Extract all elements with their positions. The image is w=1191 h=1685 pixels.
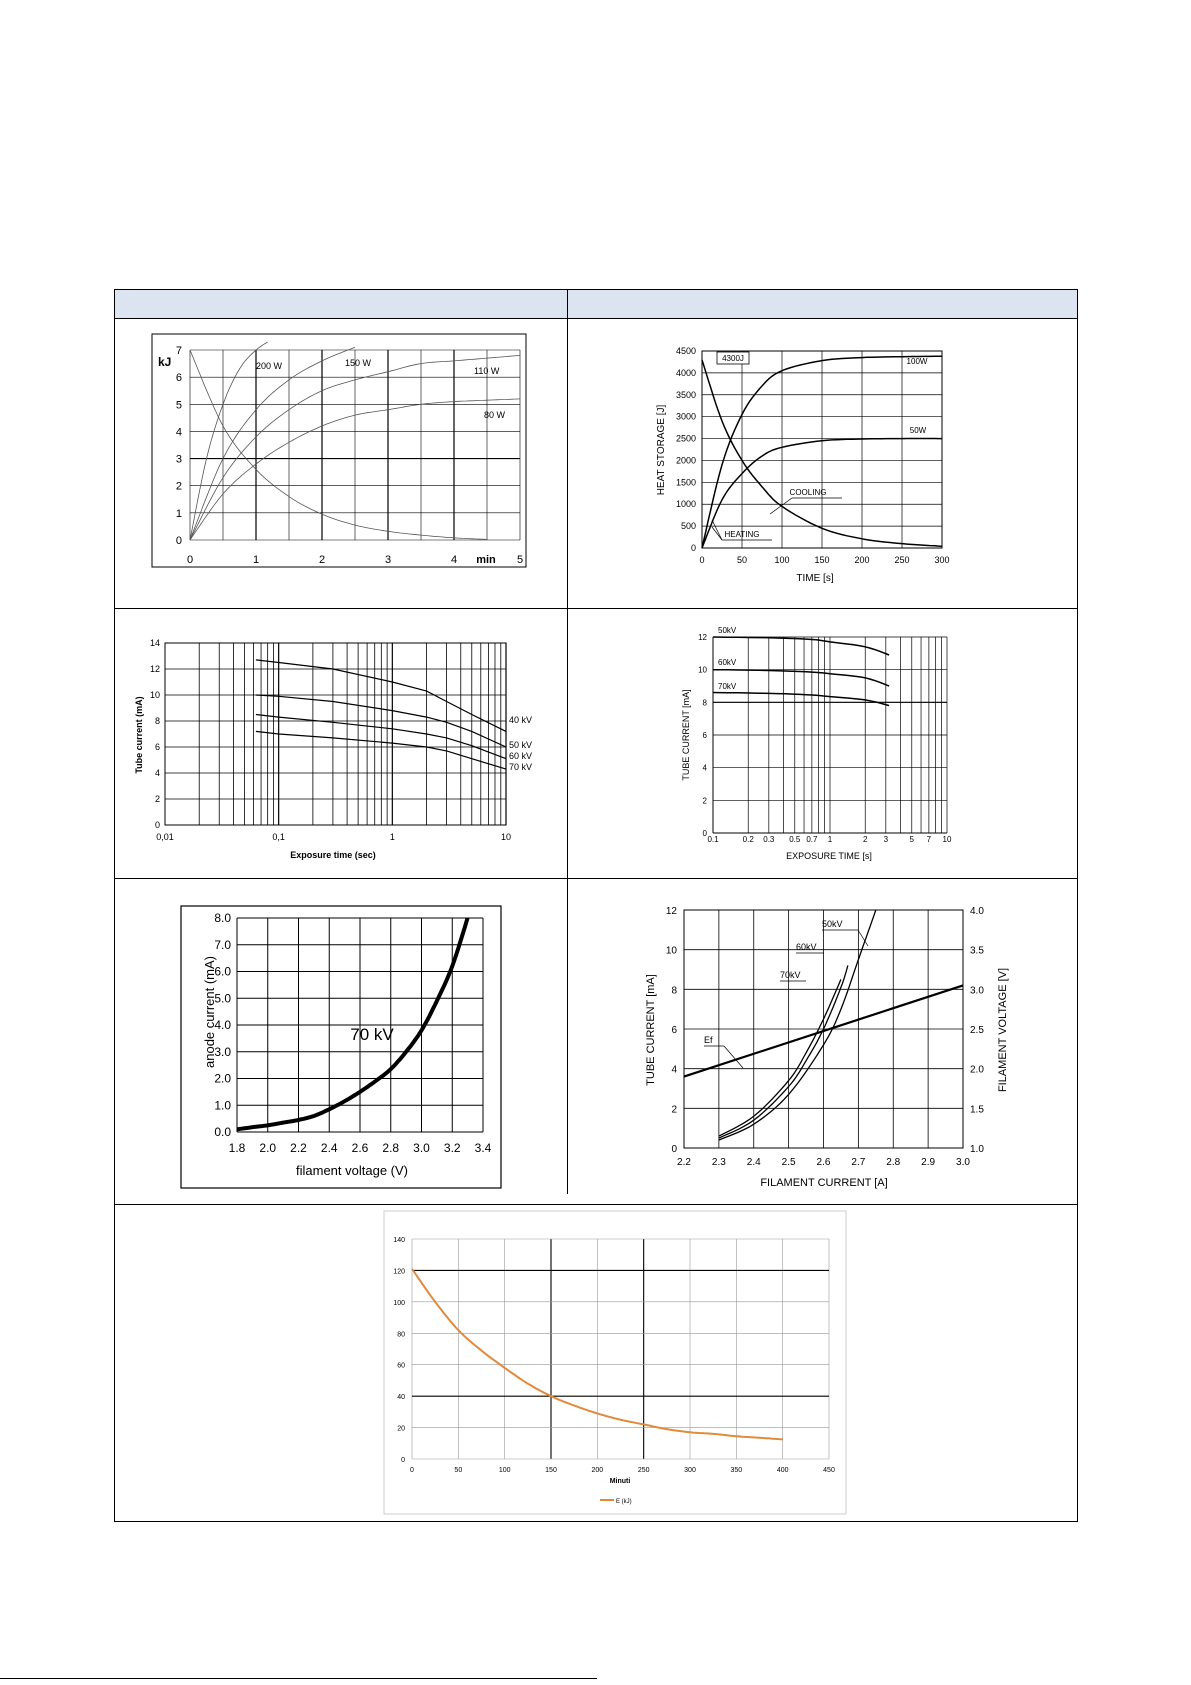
chart2-annotation: COOLING xyxy=(789,488,827,497)
chart1-annotation: 80 W xyxy=(484,410,506,420)
chart6-annotation: 50kV xyxy=(822,919,843,929)
chart6-x-tick: 3.0 xyxy=(956,1157,970,1168)
chart4-y-tick: 6 xyxy=(702,731,707,740)
chart2-x-tick: 250 xyxy=(894,555,910,565)
chart5-y-tick: 6.0 xyxy=(214,964,231,979)
chart3-annotation: 50 kV xyxy=(509,740,533,750)
chart6-x-tick: 2.3 xyxy=(711,1157,726,1168)
chart1-y-tick: 3 xyxy=(175,453,182,466)
chart2-x-tick: 100 xyxy=(774,555,790,565)
chart6-annotation-leader xyxy=(724,1046,743,1068)
chart1-annotation: 200 W xyxy=(256,361,283,371)
chart2-x-tick: 150 xyxy=(814,555,830,565)
chart2-y-tick: 3500 xyxy=(675,389,696,400)
chart4-annotation: 60kV xyxy=(718,658,737,667)
chart6-y2-tick: 1.5 xyxy=(970,1104,984,1116)
chart7-x-tick: 150 xyxy=(545,1467,557,1474)
chart4-y-tick: 12 xyxy=(698,633,707,642)
chart1-x-tick: 0 xyxy=(186,554,194,566)
chart4-series-line xyxy=(713,637,889,655)
chart2-x-tick: 0 xyxy=(699,555,705,565)
chart5-x-tick: 3.4 xyxy=(474,1141,492,1155)
chart2-annotation: HEATING xyxy=(724,530,760,539)
chart6-y-tick: 2 xyxy=(671,1104,677,1116)
chart3-y-tick: 0 xyxy=(154,820,160,830)
chart1-annotation: 110 W xyxy=(474,366,500,376)
chart5-y-tick: 3.0 xyxy=(214,1044,231,1059)
chart4-y-tick: 10 xyxy=(698,665,707,675)
chart4-y-tick: 0 xyxy=(702,829,707,838)
chart4-x-tick: 0.3 xyxy=(763,835,775,844)
chart2-x-tick: 200 xyxy=(854,555,870,565)
chart3-x-tick: 10 xyxy=(500,832,512,842)
footnote-separator xyxy=(0,1678,597,1679)
chart3-x-tick: 0,01 xyxy=(156,832,174,842)
chart4-x-tick: 0.2 xyxy=(742,835,754,844)
chart1-frame xyxy=(152,334,526,567)
chart1-x-label: min xyxy=(476,554,496,566)
chart3-annotation: 60 kV xyxy=(509,751,533,761)
chart1-y-tick: 5 xyxy=(175,399,182,412)
chart7-x-tick: 100 xyxy=(498,1467,511,1474)
chart4-x-tick: 0.5 xyxy=(789,835,801,844)
chart7-x-tick: 50 xyxy=(454,1467,463,1474)
chart2-y-tick: 2000 xyxy=(675,455,696,466)
chart3-y-tick: 6 xyxy=(154,742,160,752)
chart2-y-tick: 4500 xyxy=(675,346,696,356)
chart1-y-tick: 6 xyxy=(175,372,182,385)
chart6-y2-tick: 4.0 xyxy=(970,906,984,917)
chart6-annotation: 70kV xyxy=(780,970,801,980)
chart1-y-tick: 0 xyxy=(175,535,182,547)
chart5-y-tick: 5.0 xyxy=(214,991,231,1006)
chart6-annotation: Ef xyxy=(704,1035,713,1045)
chart5-y-label: anode current (mA) xyxy=(202,956,217,1068)
chart6-y2-label: FILAMENT VOLTAGE [V] xyxy=(997,967,1009,1093)
chart5-annotation: 70 kV xyxy=(350,1025,394,1044)
chart7-y-tick: 140 xyxy=(393,1237,405,1244)
chart2-y-tick: 0 xyxy=(690,543,696,553)
chart6-x-tick: 2.5 xyxy=(781,1157,796,1168)
chart5-y-tick: 7.0 xyxy=(214,937,231,952)
chart7-x-tick: 450 xyxy=(823,1467,835,1474)
chart3-y-tick: 14 xyxy=(149,638,160,648)
chart5-x-tick: 2.0 xyxy=(259,1141,277,1155)
chart4-x-label: EXPOSURE TIME [s] xyxy=(786,851,872,861)
chart6-y2-tick: 3.0 xyxy=(970,985,984,997)
chart3-y-tick: 2 xyxy=(154,794,160,804)
chart6-y-tick: 10 xyxy=(665,945,677,957)
chart6-series-line xyxy=(719,966,848,1139)
chart5-y-tick: 2.0 xyxy=(214,1071,231,1086)
chart6-x-tick: 2.6 xyxy=(816,1157,831,1168)
chart5-y-tick: 4.0 xyxy=(214,1018,231,1032)
chart7-y-tick: 20 xyxy=(397,1425,405,1433)
chart2-x-label: TIME [s] xyxy=(796,573,834,584)
chart7-y-tick: 40 xyxy=(397,1394,405,1402)
chart4-series-line xyxy=(713,670,889,686)
chart5-y-tick: 0.0 xyxy=(214,1125,231,1139)
chart6-series-line xyxy=(719,979,841,1136)
chart7-y-tick: 0 xyxy=(401,1457,405,1464)
chart6-x-label: FILAMENT CURRENT [A] xyxy=(760,1177,888,1189)
chart4-x-tick: 1 xyxy=(827,835,833,844)
chart5-x-tick: 2.6 xyxy=(351,1141,369,1155)
chart7-x-label: Minuti xyxy=(609,1478,631,1485)
chart7-x-tick: 400 xyxy=(776,1467,789,1474)
chart4-x-tick: 0.7 xyxy=(806,835,818,844)
chart2-x-tick: 300 xyxy=(934,555,950,565)
chart1-y-tick: 7 xyxy=(175,345,182,357)
chart1-x-tick: 4 xyxy=(450,554,458,566)
chart4-x-tick: 0.1 xyxy=(707,835,719,844)
chart6-y-tick: 12 xyxy=(665,906,677,917)
chart5-y-tick: 1.0 xyxy=(214,1098,231,1113)
chart1-x-tick: 5 xyxy=(516,554,524,566)
chart1-x-tick: 2 xyxy=(318,554,326,566)
chart5-y-tick: 8.0 xyxy=(214,911,231,925)
chart6-x-tick: 2.2 xyxy=(677,1157,691,1168)
chart6-y-tick: 4 xyxy=(671,1064,677,1076)
chart7-x-tick: 200 xyxy=(591,1467,604,1474)
chart4-series-line xyxy=(713,693,889,706)
chart3-annotation: 40 kV xyxy=(509,715,533,725)
chart2-annotation: 100W xyxy=(906,357,928,366)
chart5-x-tick: 2.8 xyxy=(382,1141,400,1155)
chart2-annotation-leader xyxy=(712,520,722,540)
chart4-y-tick: 2 xyxy=(702,796,707,806)
chart5-x-tick: 3.2 xyxy=(443,1141,461,1155)
chart2-y-tick: 3000 xyxy=(675,411,696,422)
chart1-x-tick: 1 xyxy=(252,554,260,566)
chart3-y-tick: 12 xyxy=(149,664,160,674)
chart3-x-tick: 0,1 xyxy=(272,832,285,842)
chart2-y-tick: 1000 xyxy=(675,499,696,510)
chart5-x-tick: 3.0 xyxy=(413,1141,430,1155)
chart6-x-tick: 2.4 xyxy=(746,1157,761,1168)
chart3-x-label: Exposure time (sec) xyxy=(290,850,376,860)
chart2-annotation-leader xyxy=(712,527,722,540)
chart6-y2-tick: 1.0 xyxy=(970,1144,984,1155)
chart3-y-label: Tube current (mA) xyxy=(134,696,144,774)
chart4-y-label: TUBE CURRENT [mA] xyxy=(681,689,691,781)
chart3-annotation: 70 kV xyxy=(509,762,533,772)
chart6-y-tick: 8 xyxy=(671,985,677,997)
chart6-y2-tick: 2.5 xyxy=(970,1025,984,1036)
chart4-y-tick: 4 xyxy=(702,763,707,773)
chart5-x-tick: 1.8 xyxy=(228,1141,246,1155)
chart6-y-tick: 6 xyxy=(671,1025,677,1036)
chart6-x-tick: 2.9 xyxy=(921,1157,936,1168)
chart2-annotation: 50W xyxy=(909,426,927,435)
chart7-x-tick: 250 xyxy=(637,1467,650,1474)
chart6-annotation: 60kV xyxy=(796,942,817,952)
chart3-plot-frame xyxy=(165,643,506,825)
chart7-legend-label: E (kJ) xyxy=(616,1499,632,1505)
chart3-x-tick: 1 xyxy=(389,832,395,842)
chart3-y-tick: 4 xyxy=(154,768,160,778)
chart1-x-tick: 3 xyxy=(384,554,392,566)
chart3-y-tick: 8 xyxy=(154,716,160,726)
chart5-x-tick: 2.2 xyxy=(290,1141,307,1155)
chart7-y-tick: 120 xyxy=(393,1268,405,1276)
chart2-y-tick: 2500 xyxy=(675,433,696,444)
chart2-y-tick: 1500 xyxy=(675,477,696,488)
chart7-x-tick: 0 xyxy=(410,1467,414,1474)
chart1-y-tick: 1 xyxy=(175,507,182,520)
chart4-x-tick: 3 xyxy=(883,835,889,844)
chart6-y2-tick: 2.0 xyxy=(970,1064,984,1076)
chart2-y-tick: 4000 xyxy=(675,367,696,378)
chart7-y-tick: 100 xyxy=(393,1299,405,1307)
chart4-x-tick: 2 xyxy=(862,835,868,844)
chart2-annotation: 4300J xyxy=(722,354,744,363)
chart1-y-label: kJ xyxy=(158,355,172,369)
chart4-annotation: 70kV xyxy=(718,682,737,691)
chart4-y-tick: 8 xyxy=(702,698,707,708)
chart3-y-tick: 10 xyxy=(149,690,160,700)
chart2-x-tick: 50 xyxy=(736,555,748,565)
chart6-x-tick: 2.8 xyxy=(886,1157,901,1168)
chart4-annotation: 50kV xyxy=(718,626,737,635)
chart5-x-tick: 2.4 xyxy=(320,1141,338,1155)
chart7-y-tick: 60 xyxy=(397,1362,405,1370)
chart7-x-tick: 350 xyxy=(730,1467,743,1474)
chart4-x-tick: 10 xyxy=(942,835,952,844)
chart2-y-tick: 500 xyxy=(680,521,696,532)
chart2-y-label: HEAT STORAGE [J] xyxy=(656,404,667,496)
chart1-annotation: 150 W xyxy=(345,358,372,368)
chart5-x-label: filament voltage (V) xyxy=(296,1163,408,1178)
chart7-y-tick: 80 xyxy=(397,1331,405,1339)
chart4-x-tick: 7 xyxy=(926,835,932,844)
chart1-y-tick: 4 xyxy=(175,426,182,439)
chart4-x-tick: 5 xyxy=(909,835,915,844)
chart6-y-label: TUBE CURRENT [mA] xyxy=(645,974,657,1086)
chart7-x-tick: 300 xyxy=(684,1467,696,1474)
chart1-y-tick: 2 xyxy=(175,480,182,493)
chart6-y-tick: 0 xyxy=(671,1144,677,1155)
chart6-x-tick: 2.7 xyxy=(851,1157,866,1168)
chart6-y2-tick: 3.5 xyxy=(970,945,984,957)
